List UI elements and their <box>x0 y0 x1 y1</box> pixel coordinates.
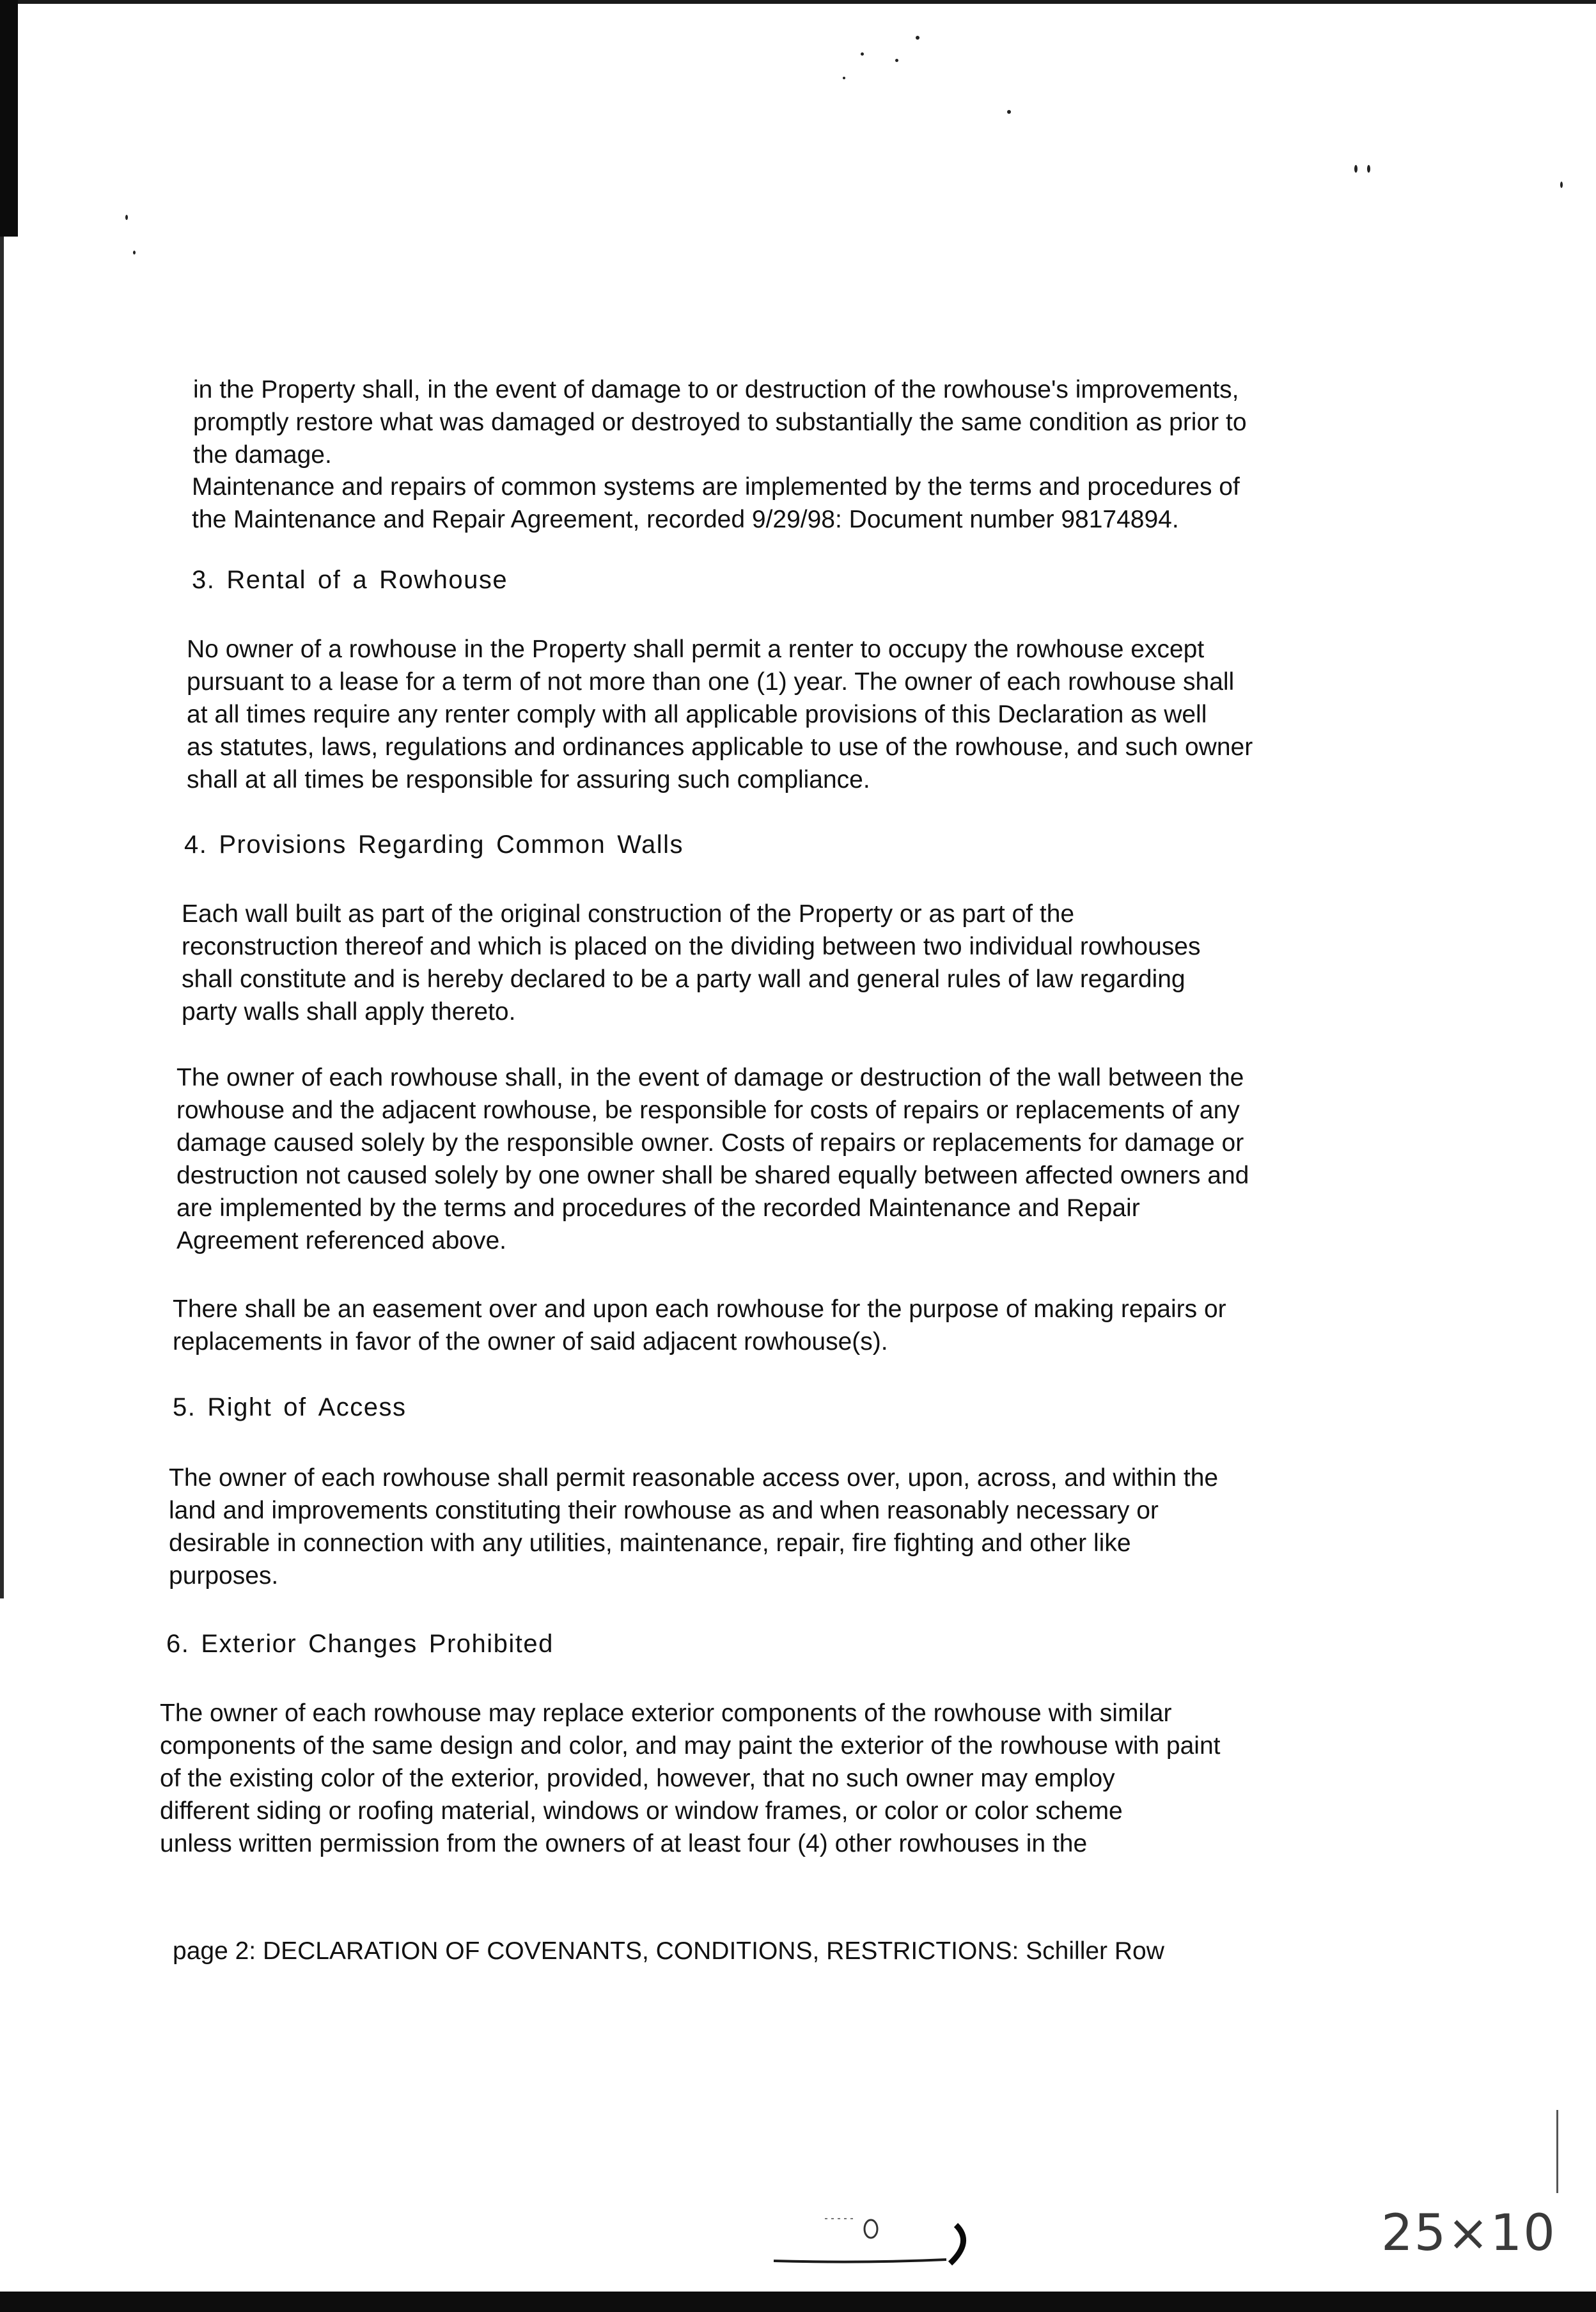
text-line: shall constitute and is hereby declared to be a party wall and general rules of law regarding <box>182 965 1185 993</box>
heading-word: Rental <box>226 566 306 594</box>
scan-speck <box>861 52 864 56</box>
text-line: destruction not caused solely by one owner shall be shared equally between affected owners and <box>176 1162 1249 1189</box>
heading-word: Provisions <box>219 831 347 859</box>
text-line: Maintenance and repairs of common systems are implemented by the terms and procedures of <box>192 473 1240 501</box>
text-line: as statutes, laws, regulations and ordinances applicable to use of the rowhouse, and such owner <box>187 733 1253 761</box>
section-4-paragraph-3 <box>173 1293 1226 1358</box>
heading-word: Rowhouse <box>379 566 508 594</box>
heading-word: Access <box>318 1393 407 1421</box>
section-5-heading <box>173 1391 418 1424</box>
text-line: are implemented by the terms and procedures of the recorded Maintenance and Repair <box>176 1194 1140 1222</box>
section-3-heading <box>192 564 519 597</box>
scan-edge-left <box>0 0 18 237</box>
section-4-heading <box>184 829 695 861</box>
maintenance-paragraph <box>192 471 1240 536</box>
text-line: The owner of each rowhouse may replace exterior components of the rowhouse with similar <box>160 1699 1172 1727</box>
text-line: desirable in connection with any utilities, maintenance, repair, fire fighting and other like <box>169 1529 1131 1557</box>
text-line: party walls shall apply thereto. <box>182 998 516 1026</box>
heading-word: Regarding <box>357 831 485 859</box>
text-line: replacements in favor of the owner of said adjacent rowhouse(s). <box>173 1328 888 1355</box>
text-line: No owner of a rowhouse in the Property shall permit a renter to occupy the rowhouse except <box>187 636 1205 663</box>
heading-word: Right <box>207 1393 272 1421</box>
heading-word: Prohibited <box>428 1630 554 1658</box>
scan-speck <box>916 36 919 40</box>
section-4-paragraph-2 <box>176 1061 1249 1257</box>
scan-speck <box>133 251 136 254</box>
microfilm-stamp: 25×10 <box>1381 2205 1556 2262</box>
scan-speck <box>1560 182 1563 188</box>
heading-word: Changes <box>308 1630 418 1658</box>
scan-edge-top <box>0 0 1596 4</box>
heading-word: a <box>352 566 368 594</box>
text-line: land and improvements constituting their rowhouse as and when reasonably necessary or <box>169 1497 1159 1524</box>
intro-paragraph <box>193 373 1247 471</box>
text-line: the damage. <box>193 441 332 469</box>
scan-speck <box>843 77 845 79</box>
heading-word: Walls <box>617 831 684 859</box>
text-line: of the existing color of the exterior, provided, however, that no such owner may employ <box>160 1765 1115 1792</box>
text-line: promptly restore what was damaged or destroyed to substantially the same condition as prior to <box>193 409 1247 436</box>
text-line: Each wall built as part of the original construction of the Property or as part of the <box>182 900 1075 928</box>
text-line: different siding or roofing material, windows or window frames, or color or color scheme <box>160 1797 1123 1825</box>
text-line: rowhouse and the adjacent rowhouse, be responsible for costs of repairs or replacements of any <box>176 1097 1240 1124</box>
text-line: The owner of each rowhouse shall permit reasonable access over, upon, across, and within the <box>169 1464 1219 1492</box>
scan-speck <box>1367 165 1370 173</box>
heading-word: Exterior <box>201 1630 297 1658</box>
text-line: in the Property shall, in the event of damage to or destruction of the rowhouse's improvements, <box>193 376 1239 403</box>
text-line: purposes. <box>169 1562 279 1590</box>
scan-speck <box>1354 165 1357 173</box>
section-5-paragraph <box>169 1462 1218 1592</box>
text-line: The owner of each rowhouse shall, in the event of damage or destruction of the wall between the <box>176 1064 1244 1091</box>
text-line: unless written permission from the owners of at least four (4) other rowhouses in the <box>160 1830 1088 1857</box>
text-line: reconstruction thereof and which is placed on the dividing between two individual rowhouses <box>182 933 1201 960</box>
heading-number: 3. <box>192 566 215 594</box>
text-line: Agreement referenced above. <box>176 1227 506 1254</box>
heading-number: 6. <box>166 1630 190 1658</box>
page-footer: page 2: DECLARATION OF COVENANTS, CONDITIONS, RESTRICTIONS: Schiller Row <box>173 1937 1164 1965</box>
scan-edge-right-mark <box>1556 2110 1558 2193</box>
section-6-paragraph <box>160 1697 1221 1860</box>
text-line: There shall be an easement over and upon each rowhouse for the purpose of making repairs or <box>173 1295 1226 1323</box>
text-line: pursuant to a lease for a term of not more than one (1) year. The owner of each rowhouse shall <box>187 668 1235 696</box>
heading-word: Common <box>496 831 606 859</box>
heading-word: of <box>283 1393 307 1421</box>
section-4-paragraph-1 <box>182 898 1200 1028</box>
text-line: at all times require any renter comply with all applicable provisions of this Declaration as well <box>187 701 1207 728</box>
handwritten-mark-icon <box>735 2199 991 2270</box>
text-line: damage caused solely by the responsible owner. Costs of repairs or replacements for damage or <box>176 1129 1244 1157</box>
heading-number: 4. <box>184 831 208 859</box>
scan-speck <box>125 215 128 220</box>
scan-speck <box>1007 110 1011 114</box>
section-6-heading <box>166 1628 565 1660</box>
scan-speck <box>895 59 898 62</box>
scan-edge-left-thin <box>0 237 4 1598</box>
text-line: shall at all times be responsible for assuring such compliance. <box>187 766 870 793</box>
heading-word: of <box>317 566 341 594</box>
scan-edge-bottom <box>0 2292 1596 2312</box>
text-line: the Maintenance and Repair Agreement, recorded 9/29/98: Document number 98174894. <box>192 506 1179 533</box>
heading-number: 5. <box>173 1393 196 1421</box>
section-3-paragraph <box>187 633 1253 796</box>
text-line: components of the same design and color, and may paint the exterior of the rowhouse with paint <box>160 1732 1221 1760</box>
